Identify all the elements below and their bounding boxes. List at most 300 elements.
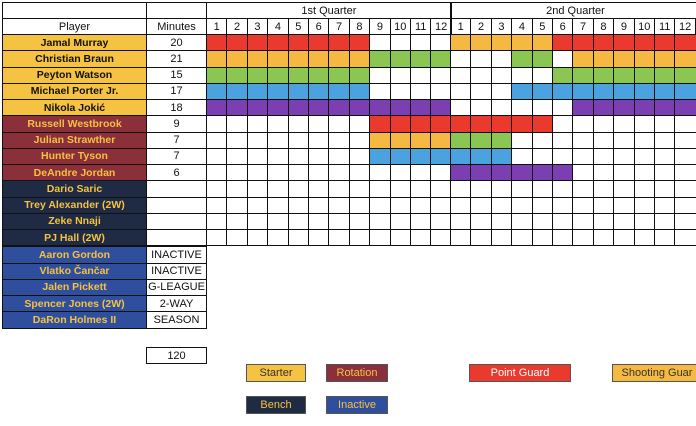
inactive-status: SEASON [146, 311, 207, 328]
minute-cell [552, 50, 573, 67]
minute-cell [613, 229, 634, 246]
minute-cell [674, 180, 696, 197]
minute-cell-pf [613, 83, 634, 100]
minute-cell [613, 213, 634, 230]
minute-cell-sg [470, 34, 491, 51]
minute-cell-c [369, 99, 390, 116]
minute-cell-c [470, 164, 491, 181]
legend-rotation: Rotation [326, 364, 388, 382]
minute-cell [369, 197, 390, 214]
minute-cell [410, 83, 431, 100]
minute-cell [247, 180, 268, 197]
minute-cell [247, 148, 268, 165]
minute-cell-c [634, 99, 655, 116]
minute-number-q2: 8 [593, 18, 614, 35]
minute-cell [410, 67, 431, 84]
minute-cell [369, 180, 390, 197]
minute-cell [308, 229, 329, 246]
minute-number-q1: 7 [328, 18, 349, 35]
minute-cell [349, 132, 370, 149]
minute-cell-sf [470, 132, 491, 149]
minute-cell [267, 164, 288, 181]
minute-number-q2: 4 [511, 18, 532, 35]
minute-cell [430, 180, 451, 197]
minute-cell-c [390, 99, 411, 116]
minute-cell-c [572, 99, 593, 116]
player-minutes: 15 [146, 67, 207, 84]
minute-cell-sf [511, 50, 532, 67]
minute-cell [593, 148, 614, 165]
minute-cell-pf [654, 83, 675, 100]
minute-cell [247, 213, 268, 230]
minute-cell-pg [390, 115, 411, 132]
minute-cell-c [328, 99, 349, 116]
player-name-bench: Trey Alexander (2W) [2, 197, 147, 214]
minute-cell [247, 115, 268, 132]
minute-cell-pg [572, 34, 593, 51]
minute-cell [511, 229, 532, 246]
player-minutes [146, 180, 207, 197]
minute-cell-c [226, 99, 247, 116]
minute-cell [511, 99, 532, 116]
minute-cell-sf [410, 50, 431, 67]
minute-cell-pg [674, 34, 696, 51]
minute-cell [390, 180, 411, 197]
minute-cell-sf [247, 67, 268, 84]
minute-cell-sf [369, 50, 390, 67]
minute-cell [491, 197, 512, 214]
minute-cell [511, 67, 532, 84]
minute-cell [328, 115, 349, 132]
minute-cell [349, 180, 370, 197]
minute-number-q1: 5 [288, 18, 309, 35]
minute-cell [288, 229, 309, 246]
minute-cell [532, 99, 553, 116]
minute-cell-sf [226, 67, 247, 84]
minute-cell-pg [593, 34, 614, 51]
minute-cell [226, 213, 247, 230]
minute-cell-pf [206, 83, 227, 100]
legend-shooting-guard: Shooting Guar [612, 364, 696, 382]
minute-cell-pg [450, 115, 471, 132]
minute-cell-pg [410, 115, 431, 132]
minute-cell-sg [206, 50, 227, 67]
legend-point-guard: Point Guard [469, 364, 571, 382]
player-minutes: 7 [146, 132, 207, 149]
minute-cell-pf [572, 83, 593, 100]
player-minutes: 7 [146, 148, 207, 165]
minute-cell [593, 229, 614, 246]
minute-cell [349, 164, 370, 181]
player-minutes [146, 213, 207, 230]
minute-cell-pg [654, 34, 675, 51]
minute-cell-sf [390, 50, 411, 67]
minute-cell [328, 180, 349, 197]
minute-cell-sg [613, 50, 634, 67]
minute-cell [511, 132, 532, 149]
player-minutes: 6 [146, 164, 207, 181]
minute-number-q1: 2 [226, 18, 247, 35]
minute-cell [390, 197, 411, 214]
minute-cell [470, 99, 491, 116]
minute-cell-c [267, 99, 288, 116]
minute-cell-sg [634, 50, 655, 67]
minute-cell [593, 164, 614, 181]
minute-cell [226, 164, 247, 181]
minute-cell-sf [654, 67, 675, 84]
minute-cell [288, 115, 309, 132]
player-name-starter: Christian Braun [2, 50, 147, 67]
minute-cell-c [613, 99, 634, 116]
player-name-bench: PJ Hall (2W) [2, 229, 147, 246]
minute-cell [328, 229, 349, 246]
minute-cell [328, 148, 349, 165]
inactive-status: INACTIVE [146, 246, 207, 263]
minute-cell [390, 229, 411, 246]
minute-cell [267, 197, 288, 214]
minute-number-q1: 8 [349, 18, 370, 35]
minute-cell-c [349, 99, 370, 116]
minute-number-q2: 6 [552, 18, 573, 35]
minute-cell [410, 164, 431, 181]
minute-cell [511, 148, 532, 165]
minute-number-q2: 12 [674, 18, 695, 35]
minute-cell [552, 115, 573, 132]
inactive-status: INACTIVE [146, 263, 207, 280]
minute-cell-c [247, 99, 268, 116]
minute-cell [308, 164, 329, 181]
minute-cell [369, 34, 390, 51]
minute-cell [491, 99, 512, 116]
minute-cell-pg [613, 34, 634, 51]
minute-cell [430, 34, 451, 51]
minute-cell [491, 50, 512, 67]
minute-cell-pg [267, 34, 288, 51]
player-name-rotation: Russell Westbrook [2, 115, 147, 132]
legend-starter: Starter [246, 364, 306, 382]
minute-cell [613, 180, 634, 197]
minute-cell [206, 115, 227, 132]
minute-cell [491, 213, 512, 230]
minute-cell [450, 50, 471, 67]
minute-cell [226, 197, 247, 214]
minute-cell [410, 197, 431, 214]
minute-cell [593, 132, 614, 149]
minute-cell-pf [288, 83, 309, 100]
minute-cell [206, 229, 227, 246]
minute-cell [390, 164, 411, 181]
minute-cell-sg [267, 50, 288, 67]
minute-cell [470, 213, 491, 230]
legend-inactive: Inactive [326, 396, 388, 414]
minute-cell-sg [226, 50, 247, 67]
header-blank-minutes [146, 2, 207, 19]
minute-cell [226, 229, 247, 246]
minute-cell-c [450, 164, 471, 181]
minute-cell-pf [226, 83, 247, 100]
minute-cell-pf [410, 148, 431, 165]
minute-cell [308, 132, 329, 149]
minute-cell-sg [390, 132, 411, 149]
minute-number-q1: 11 [410, 18, 431, 35]
minute-cell-c [552, 164, 573, 181]
minute-cell-pg [349, 34, 370, 51]
minute-cell [430, 213, 451, 230]
minute-cell [532, 229, 553, 246]
minute-cell [532, 180, 553, 197]
player-name-rotation: DeAndre Jordan [2, 164, 147, 181]
minute-cell [450, 197, 471, 214]
minute-cell [593, 213, 614, 230]
minute-cell-sg [511, 34, 532, 51]
player-name-starter: Nikola Jokić [2, 99, 147, 116]
minute-cell [206, 148, 227, 165]
player-minutes [146, 229, 207, 246]
quarter-1-title: 1st Quarter [206, 2, 452, 19]
minute-cell [634, 132, 655, 149]
minute-cell [470, 197, 491, 214]
minute-cell-pg [532, 115, 553, 132]
minute-cell [328, 213, 349, 230]
player-name-rotation: Hunter Tyson [2, 148, 147, 165]
minute-cell-sg [654, 50, 675, 67]
minute-cell [288, 180, 309, 197]
minute-cell-sf [572, 67, 593, 84]
minute-cell-sf [552, 67, 573, 84]
minute-cell-c [410, 99, 431, 116]
minute-cell-c [511, 164, 532, 181]
minute-cell [410, 34, 431, 51]
minute-cell [349, 148, 370, 165]
minutes-column-header: Minutes [146, 18, 207, 35]
minute-cell [450, 229, 471, 246]
minute-cell [552, 132, 573, 149]
minute-cell [226, 132, 247, 149]
minute-cell [390, 213, 411, 230]
minute-number-q1: 1 [206, 18, 227, 35]
player-name-inactive: Vlatko Čančar [2, 263, 147, 280]
minute-cell-c [532, 164, 553, 181]
minute-cell-pf [267, 83, 288, 100]
minute-cell [491, 67, 512, 84]
minute-cell [511, 197, 532, 214]
minute-cell-c [674, 99, 696, 116]
minute-cell [470, 180, 491, 197]
minute-cell [532, 197, 553, 214]
minute-number-q1: 12 [430, 18, 451, 35]
minute-cell [206, 213, 227, 230]
minute-cell-pg [247, 34, 268, 51]
player-name-starter: Peyton Watson [2, 67, 147, 84]
minute-cell [532, 67, 553, 84]
minute-cell [470, 50, 491, 67]
minute-cell [552, 197, 573, 214]
player-name-inactive: DaRon Holmes II [2, 311, 147, 328]
inactive-status: 2-WAY [146, 295, 207, 312]
minute-cell [390, 83, 411, 100]
minute-cell [308, 115, 329, 132]
minute-cell [552, 229, 573, 246]
minute-cell [369, 213, 390, 230]
minute-cell-sf [349, 67, 370, 84]
player-name-starter: Jamal Murray [2, 34, 147, 51]
minute-cell-pf [532, 83, 553, 100]
minute-cell-pg [288, 34, 309, 51]
minute-cell-sg [410, 132, 431, 149]
minute-cell [308, 180, 329, 197]
minute-cell [674, 115, 696, 132]
player-column-header: Player [2, 18, 147, 35]
minute-cell-sf [206, 67, 227, 84]
minute-number-q2: 10 [634, 18, 655, 35]
minute-cell-pf [511, 83, 532, 100]
minute-number-q2: 7 [572, 18, 593, 35]
minute-cell [206, 180, 227, 197]
minute-cell-pg [369, 115, 390, 132]
minute-cell [654, 164, 675, 181]
minute-cell-sg [593, 50, 614, 67]
minute-cell-pg [226, 34, 247, 51]
minute-cell [349, 213, 370, 230]
player-name-inactive: Spencer Jones (2W) [2, 295, 147, 312]
minute-cell [593, 197, 614, 214]
player-name-rotation: Julian Strawther [2, 132, 147, 149]
player-minutes: 21 [146, 50, 207, 67]
minute-cell-c [288, 99, 309, 116]
minute-cell-sf [308, 67, 329, 84]
minute-cell [552, 148, 573, 165]
minute-cell [572, 197, 593, 214]
minute-cell-sg [369, 132, 390, 149]
minute-cell-pf [349, 83, 370, 100]
minute-cell [572, 132, 593, 149]
minute-cell-pf [674, 83, 696, 100]
minute-cell-c [206, 99, 227, 116]
minute-cell [328, 197, 349, 214]
minute-cell [308, 213, 329, 230]
minute-cell [349, 197, 370, 214]
minute-number-q1: 10 [390, 18, 411, 35]
minute-cell [674, 229, 696, 246]
minute-cell [491, 83, 512, 100]
minute-cell [613, 115, 634, 132]
minute-cell [552, 213, 573, 230]
minute-number-q2: 5 [532, 18, 553, 35]
minute-cell [491, 180, 512, 197]
minute-cell [450, 83, 471, 100]
minute-number-q1: 4 [267, 18, 288, 35]
minute-cell [430, 164, 451, 181]
minute-cell-pg [511, 115, 532, 132]
minute-cell [532, 213, 553, 230]
minute-cell [267, 132, 288, 149]
minute-number-q2: 1 [450, 18, 471, 35]
minute-cell [308, 197, 329, 214]
minute-cell-sg [450, 34, 471, 51]
minute-cell-pg [430, 115, 451, 132]
minute-cell [491, 229, 512, 246]
minute-cell-sg [674, 50, 696, 67]
minute-cell [674, 213, 696, 230]
minute-cell [288, 213, 309, 230]
minute-cell [593, 115, 614, 132]
minute-cell [654, 132, 675, 149]
minute-cell [634, 148, 655, 165]
minute-cell-sf [267, 67, 288, 84]
header-blank-player [2, 2, 147, 19]
minute-cell-sf [593, 67, 614, 84]
minute-cell-pf [247, 83, 268, 100]
minute-cell [349, 115, 370, 132]
player-name-starter: Michael Porter Jr. [2, 83, 147, 100]
minute-cell [634, 180, 655, 197]
minute-cell-pf [328, 83, 349, 100]
player-name-bench: Zeke Nnaji [2, 213, 147, 230]
minute-cell [634, 164, 655, 181]
minute-cell [552, 99, 573, 116]
minute-cell [552, 180, 573, 197]
minute-cell-pf [390, 148, 411, 165]
minute-cell-pg [470, 115, 491, 132]
minute-cell [654, 115, 675, 132]
minute-cell [572, 229, 593, 246]
minute-cell [328, 164, 349, 181]
minute-cell [572, 180, 593, 197]
minute-cell [470, 67, 491, 84]
minute-cell [410, 180, 431, 197]
minute-cell [450, 213, 471, 230]
minute-cell [206, 132, 227, 149]
minute-cell-pf [470, 148, 491, 165]
minute-cell [674, 132, 696, 149]
minute-cell-pf [491, 148, 512, 165]
minute-cell-sf [532, 50, 553, 67]
minute-cell [430, 83, 451, 100]
minute-cell-sg [288, 50, 309, 67]
minute-cell [654, 148, 675, 165]
minute-cell [613, 164, 634, 181]
minute-cell-pg [308, 34, 329, 51]
player-minutes: 9 [146, 115, 207, 132]
minute-cell [226, 148, 247, 165]
minute-cell [674, 197, 696, 214]
minute-cell-pf [552, 83, 573, 100]
minute-number-q1: 9 [369, 18, 390, 35]
minute-cell [247, 164, 268, 181]
minute-cell [328, 132, 349, 149]
minute-cell [470, 229, 491, 246]
minute-cell [572, 115, 593, 132]
minute-cell [430, 229, 451, 246]
minute-cell-pg [206, 34, 227, 51]
minute-cell [450, 99, 471, 116]
minute-cell [267, 115, 288, 132]
minute-cell [410, 213, 431, 230]
minute-cell-sf [491, 132, 512, 149]
minute-cell [674, 164, 696, 181]
player-minutes: 20 [146, 34, 207, 51]
minute-cell-pg [328, 34, 349, 51]
minute-cell [634, 115, 655, 132]
minute-cell [226, 180, 247, 197]
minute-cell-pf [450, 148, 471, 165]
minute-cell [267, 213, 288, 230]
minute-cell [613, 148, 634, 165]
player-minutes: 18 [146, 99, 207, 116]
minute-number-q2: 11 [654, 18, 675, 35]
minute-cell [654, 197, 675, 214]
inactive-status: G-LEAGUE [146, 279, 207, 296]
